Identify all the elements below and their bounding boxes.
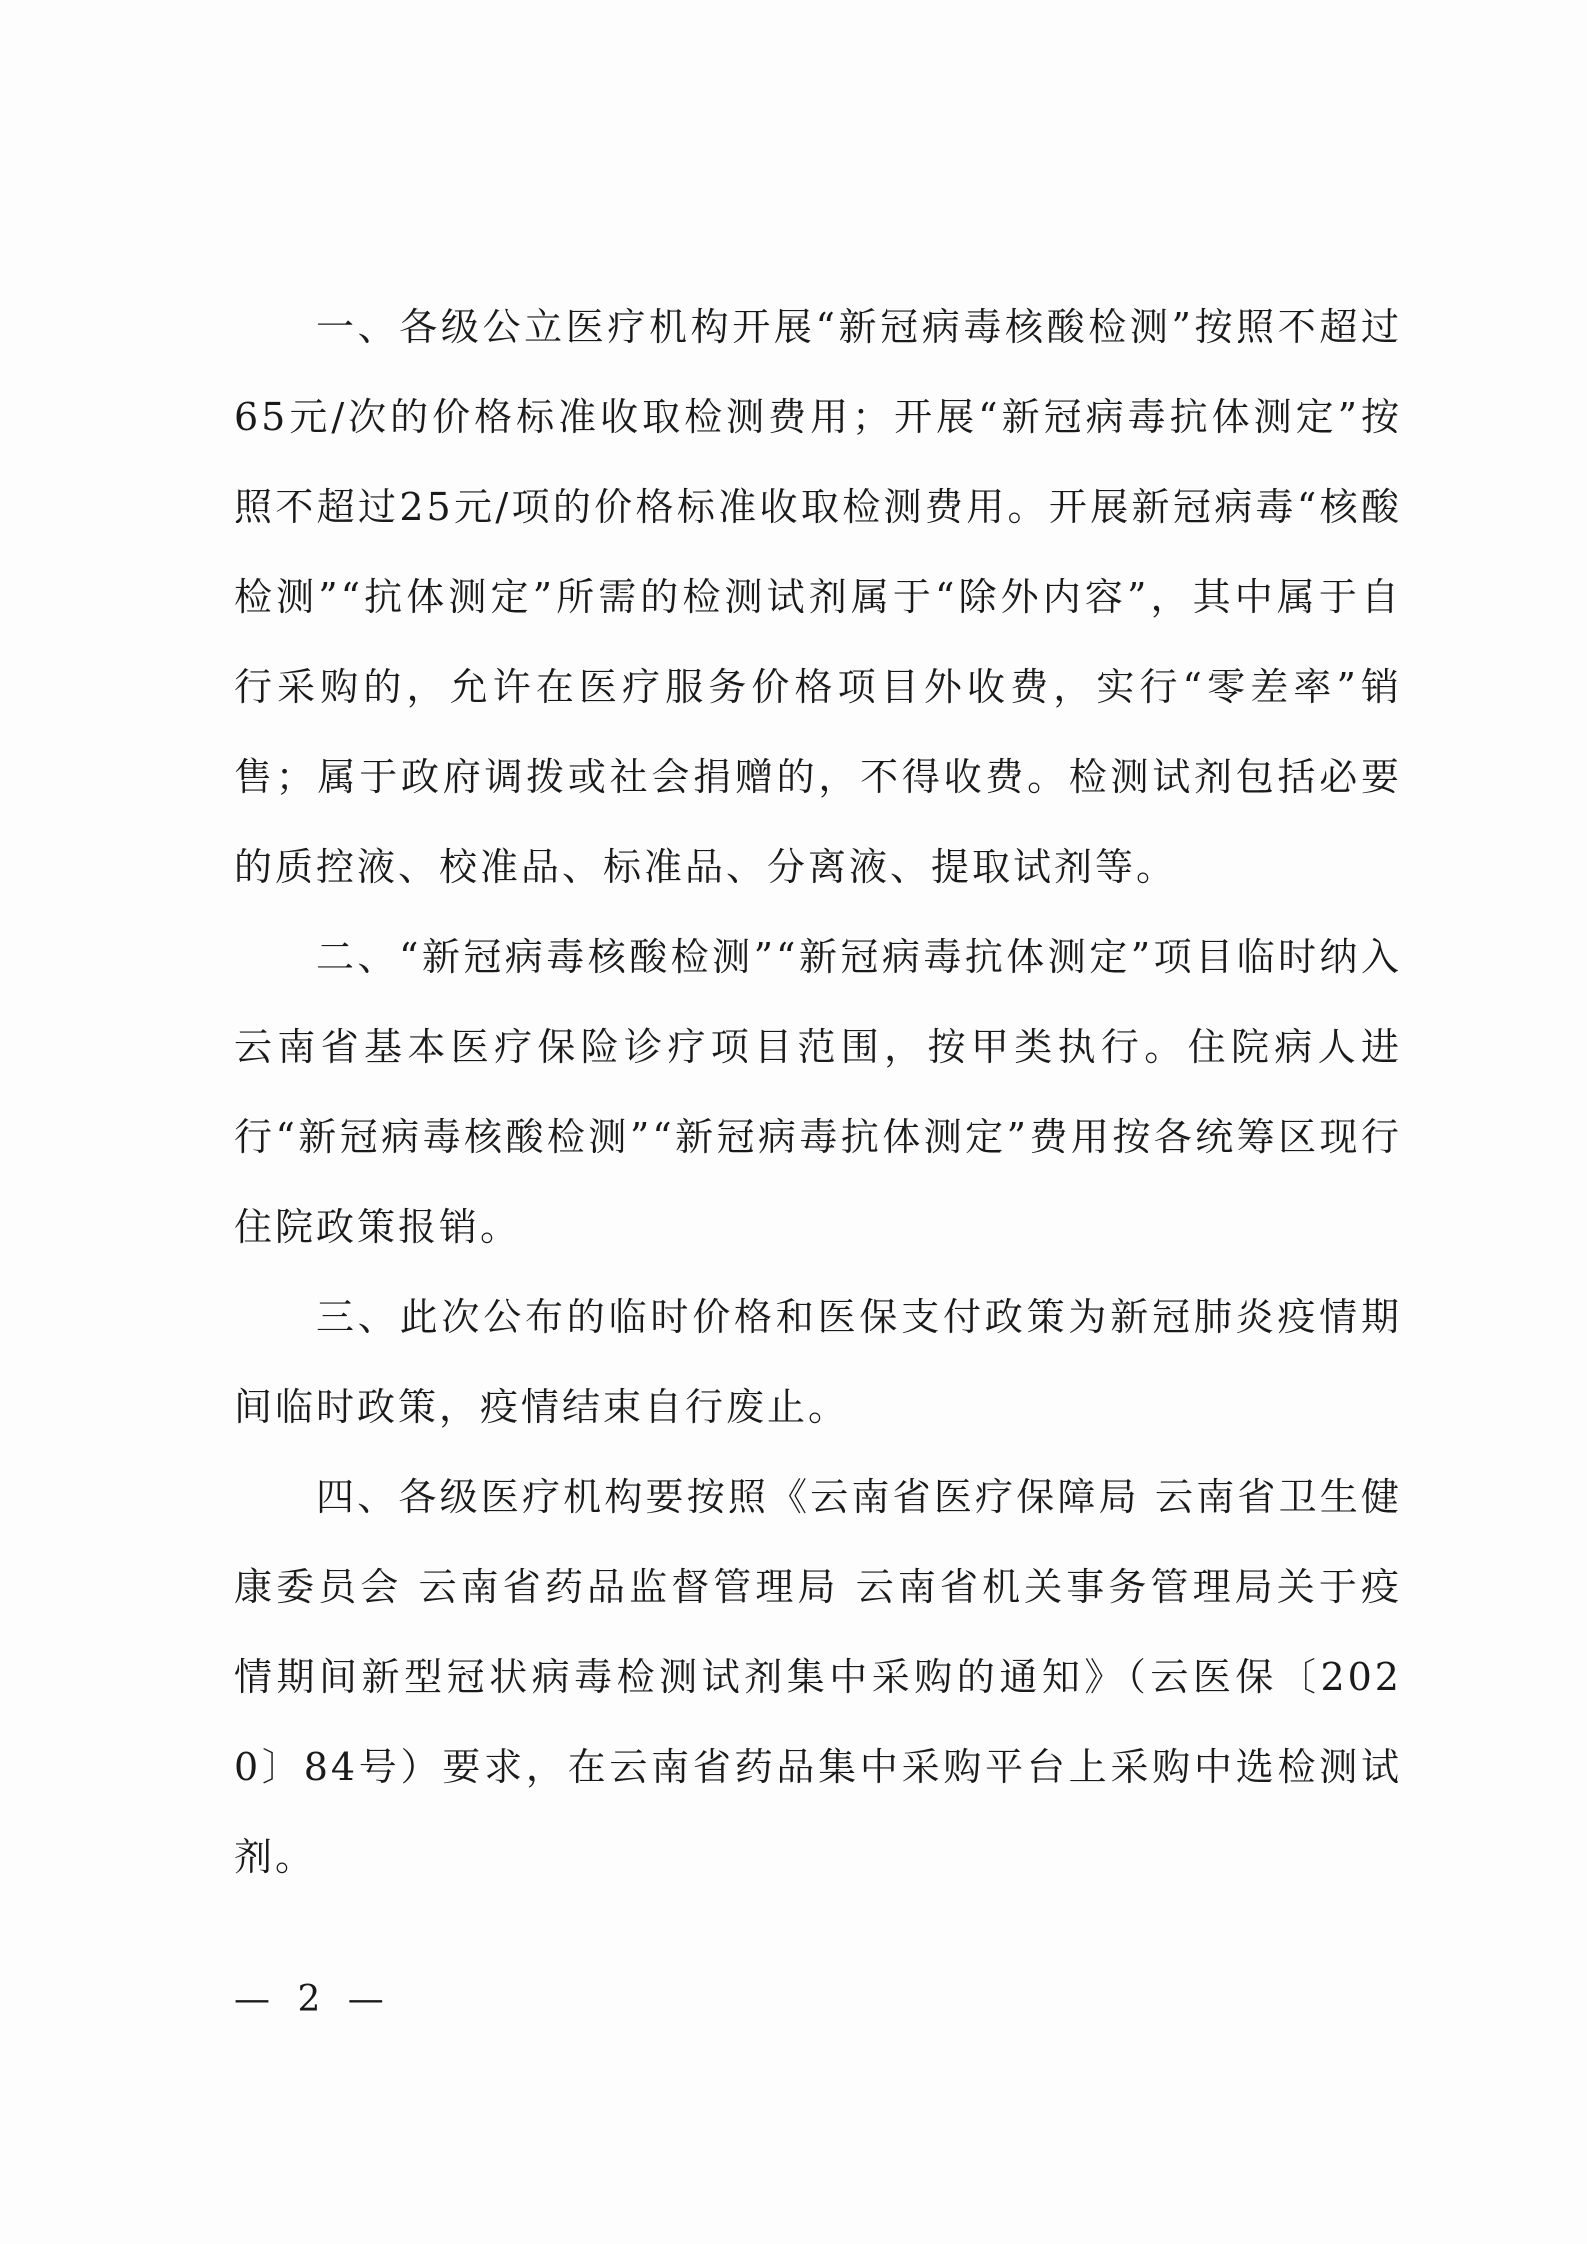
document-body (234, 282, 1402, 1902)
paragraph-item-4: 四、各级医疗机构要按照《云南省医疗保障局 云南省卫生健康委员会 云南省药品监督管理局 云南省机关事务管理局关于疫情期间新型冠状病毒检测试剂集中采购的通知》（云医保〔2020〕84号）要求，在云南省药品集中采购平台上采购中选检测试剂。 (234, 1475, 1402, 1879)
paragraph-item-3: 三、此次公布的临时价格和医保支付政策为新冠肺炎疫情期间临时政策，疫情结束自行废止。 (234, 1295, 1402, 1429)
paragraph-item-1: 一、各级公立医疗机构开展“新冠病毒核酸检测”按照不超过65元/次的价格标准收取检测费用；开展“新冠病毒抗体测定”按照不超过25元/项的价格标准收取检测费用。开展新冠病毒“核酸检测”“抗体测定”所需的检测试剂属于“除外内容”，其中属于自行采购的，允许在医疗服务价格项目外收费，实行“零差率”销售；属于政府调拨或社会捐赠的，不得收费。检测试剂包括必要的质控液、校准品、标准品、分离液、提取试剂等。 (234, 305, 1402, 889)
paragraph-item-2: 二、“新冠病毒核酸检测”“新冠病毒抗体测定”项目临时纳入云南省基本医疗保险诊疗项目范围，按甲类执行。住院病人进行“新冠病毒核酸检测”“新冠病毒抗体测定”费用按各统筹区现行住院政策报销。 (234, 935, 1402, 1249)
page-number: — 2 — (234, 1979, 392, 2020)
